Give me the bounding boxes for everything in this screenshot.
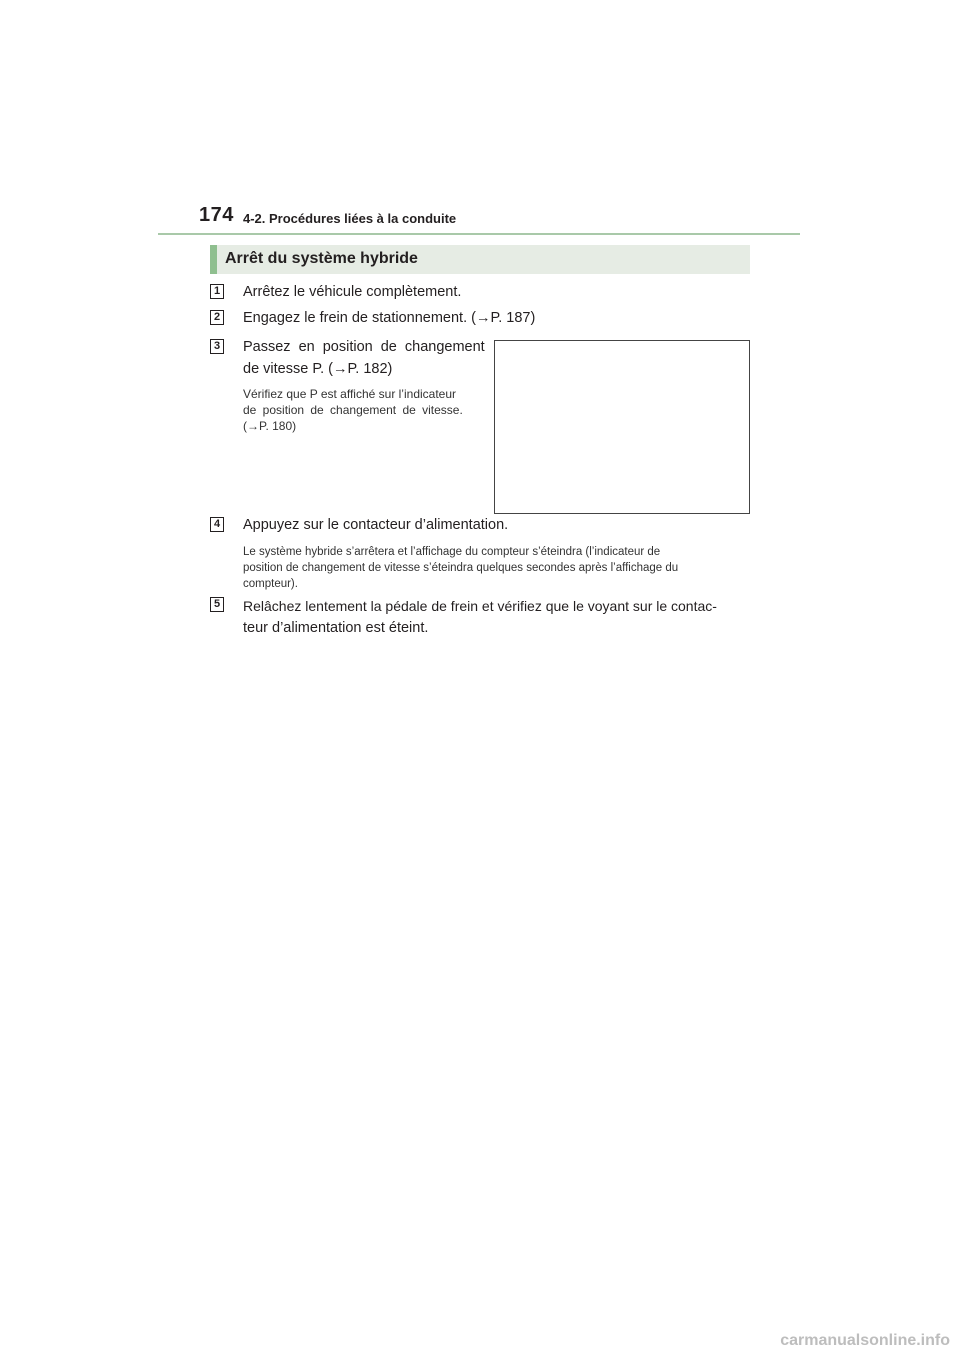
- step-5-text-line2: teur d’alimentation est éteint.: [243, 620, 429, 636]
- step-3-text-line1: Passez en position de changement: [243, 339, 485, 355]
- step-3-note-line2: de position de changement de vitesse.: [243, 403, 463, 417]
- step-number-2: 2: [210, 310, 224, 325]
- section-title: Arrêt du système hybride: [225, 250, 418, 267]
- step-5-text-line1: Relâchez lentement la pédale de frein et vérifiez que le voyant sur le contac-: [243, 598, 717, 614]
- step-3-note-line1: Vérifiez que P est affiché sur l’indicateur: [243, 387, 457, 401]
- illustration-placeholder: [494, 340, 750, 514]
- section-accent: [210, 245, 217, 274]
- step-2-text: Engagez le frein de stationnement. (→P. 187): [243, 310, 536, 326]
- step-number-3: 3: [210, 339, 224, 354]
- step-4-text: Appuyez sur le contacteur d’alimentation.: [243, 517, 509, 533]
- header-rule: [158, 233, 800, 235]
- step-number-4: 4: [210, 517, 224, 532]
- step-4-note-line1: Le système hybride s’arrêtera et l’affichage du compteur s’éteindra (l’indicateur de: [243, 546, 661, 558]
- step-4-note-line2: position de changement de vitesse s’éteindra quelques secondes après l’affichage du: [243, 562, 679, 574]
- footer-watermark: carmanualsonline.info: [780, 1332, 950, 1349]
- step-1-text: Arrêtez le véhicule complètement.: [243, 284, 462, 300]
- step-3-note-line3: (→P. 180): [243, 419, 297, 433]
- step-4-note-line3: compteur).: [243, 578, 298, 590]
- step-number-5: 5: [210, 597, 224, 612]
- page-number: 174: [199, 204, 234, 226]
- section-heading-bar: [210, 245, 750, 274]
- step-3-text-line2: de vitesse P. (→P. 182): [243, 361, 393, 377]
- step-number-1: 1: [210, 284, 224, 299]
- running-head: 4-2. Procédures liées à la conduite: [243, 211, 457, 226]
